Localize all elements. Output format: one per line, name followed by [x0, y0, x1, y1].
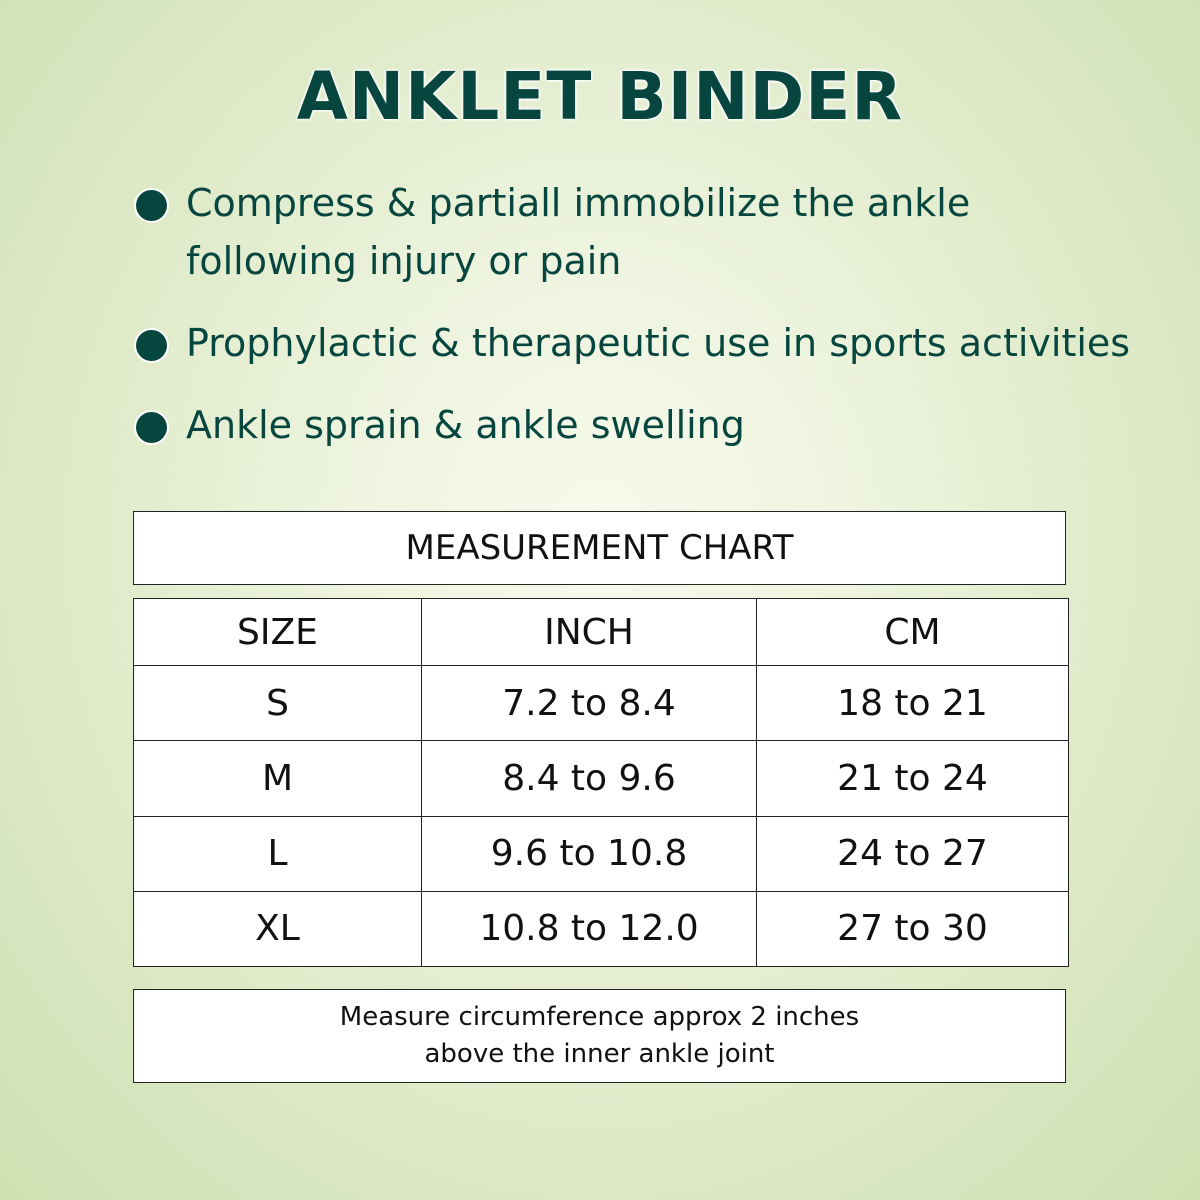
- measurement-table: [133, 598, 1069, 967]
- feature-list: [136, 174, 1176, 478]
- table-row: [134, 816, 1069, 891]
- inch-cell: 8.4 to 9.6: [422, 741, 757, 816]
- inch-cell: 7.2 to 8.4: [422, 666, 757, 741]
- feature-item: [136, 396, 1176, 454]
- bullet-icon: [136, 330, 167, 361]
- size-cell: XL: [134, 891, 422, 966]
- size-cell: S: [134, 666, 422, 741]
- cm-cell: 24 to 27: [757, 816, 1069, 891]
- measurement-chart-title: MEASUREMENT CHART: [133, 511, 1066, 585]
- feature-text-continued: following injury or pain: [186, 239, 622, 283]
- cm-cell: 27 to 30: [757, 891, 1069, 966]
- bullet-icon: [136, 412, 167, 443]
- page-title: ANKLET BINDER: [296, 58, 904, 135]
- table-row: [134, 741, 1069, 816]
- inch-cell: 10.8 to 12.0: [422, 891, 757, 966]
- note-line: above the inner ankle joint: [424, 1039, 775, 1069]
- size-cell: L: [134, 816, 422, 891]
- bullet-icon: [136, 190, 167, 221]
- inch-cell: 9.6 to 10.8: [422, 816, 757, 891]
- feature-text: Prophylactic & therapeutic use in sports activities: [186, 321, 1131, 365]
- measurement-note: [133, 989, 1066, 1083]
- column-header-size: SIZE: [134, 599, 422, 666]
- feature-text: Compress & partiall immobilize the ankle: [186, 181, 971, 225]
- cm-cell: 18 to 21: [757, 666, 1069, 741]
- size-cell: M: [134, 741, 422, 816]
- cm-cell: 21 to 24: [757, 741, 1069, 816]
- feature-text: Ankle sprain & ankle swelling: [186, 403, 745, 447]
- table-row: [134, 891, 1069, 966]
- column-header-inch: INCH: [422, 599, 757, 666]
- column-header-cm: CM: [757, 599, 1069, 666]
- note-line: Measure circumference approx 2 inches: [339, 1002, 860, 1032]
- feature-item: [136, 174, 1176, 290]
- table-row: [134, 666, 1069, 741]
- feature-item: [136, 314, 1176, 372]
- table-header-row: [134, 599, 1069, 666]
